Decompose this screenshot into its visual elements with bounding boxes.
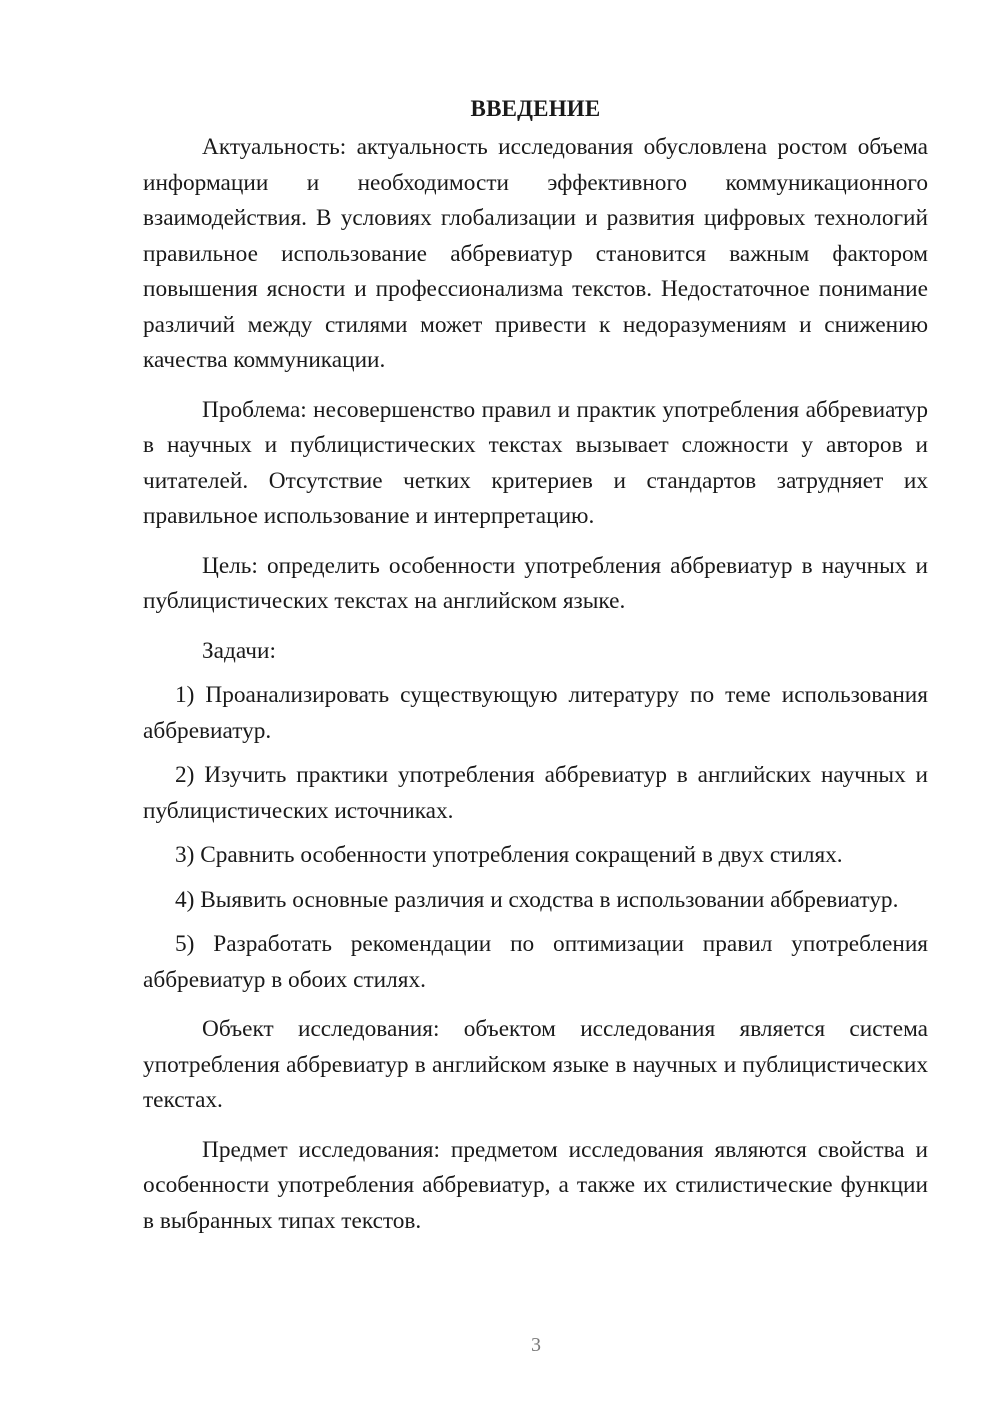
object-paragraph: Объект исследования: объектом исследования является система употребления аббревиатур в английском языке в научных и публицистических текстах. bbox=[143, 1016, 928, 1113]
task-item-2: 2) Изучить практики употребления аббревиатур в английских научных и публицистических источниках. bbox=[143, 762, 928, 824]
section-heading: ВВЕДЕНИЕ bbox=[470, 96, 601, 121]
task-item-1: 1) Проанализировать существующую литературу по теме использования аббревиатур. bbox=[143, 682, 928, 744]
relevance-paragraph: Актуальность: актуальность исследования обусловлена ростом объема информации и необходимости эффективного коммуникационного взаимодействия. В условиях глобализации и развития цифровых технологий правильное использование аббревиатур становится важным фактором повышения ясности и профессионализма текстов. Недостаточное понимание различий между стилями может привести к недоразумениям и снижению качества коммуникации. bbox=[143, 134, 928, 373]
document-body bbox=[143, 94, 928, 1239]
problem-paragraph: Проблема: несовершенство правил и практик употребления аббревиатур в научных и публицистических текстах вызывает сложности у авторов и читателей. Отсутствие четких критериев и стандартов затрудняет их правильное использование и интерпретацию. bbox=[143, 396, 928, 529]
tasks-label: Задачи: bbox=[202, 637, 276, 664]
task-item-3: 3) Сравнить особенности употребления сокращений в двух стилях. bbox=[175, 842, 843, 868]
task-item-4: 4) Выявить основные различия и сходства в использовании аббревиатур. bbox=[175, 886, 899, 913]
subject-paragraph: Предмет исследования: предметом исследования являются свойства и особенности употребления аббревиатур, а также их стилистические функции в выбранных типах текстов. bbox=[143, 1136, 928, 1234]
tasks-list bbox=[143, 678, 928, 998]
task-item-5: 5) Разработать рекомендации по оптимизации правил употребления аббревиатур в обоих стилях. bbox=[143, 931, 928, 993]
goal-paragraph: Цель: определить особенности употребления аббревиатур в научных и публицистических текстах на английском языке. bbox=[143, 552, 928, 614]
page-number: 3 bbox=[531, 1334, 541, 1356]
